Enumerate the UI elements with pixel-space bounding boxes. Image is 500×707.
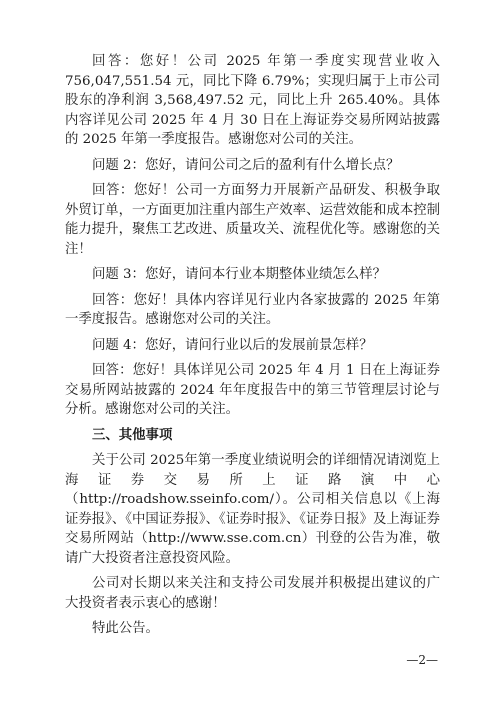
document-body bbox=[65, 52, 440, 639]
section-paragraph-closing: 特此公告。 bbox=[92, 621, 159, 637]
section-paragraph-notice: 关于公司 2025年第一季度业绩说明会的详细情况请浏览上海证券交易所上证路演中心（http://roadshow.sseinfo.com/）。公司相关信息以《上海证券报》、《中国证券报》、《证券时报》、《证券日报》及上海证券交易所网站（http://www.sse.com.cn）刊登的公告为准，敬请广大投资者注意投资风险。 bbox=[65, 453, 440, 567]
page-number: —2— bbox=[406, 653, 438, 667]
answer-4: 回答：您好！具体详见公司 2025 年 4 月 1 日在上海证券交易所网站披露的 2024 年年度报告中的第三节管理层讨论与分析。感谢您对公司的关注。 bbox=[65, 363, 440, 418]
section-paragraph-thanks: 公司对长期以来关注和支持公司发展并积极提出建议的广大投资者表示衷心的感谢！ bbox=[65, 576, 440, 612]
question-2: 问题 2：您好，请问公司之后的盈利有什么增长点？ bbox=[92, 157, 400, 173]
question-4: 问题 4：您好，请问行业以后的发展前景怎样？ bbox=[92, 337, 373, 353]
answer-1: 回答：您好！公司 2025 年第一季度实现营业收入 756,047,551.54 元，同比下降 6.79%；实现归属于上市公司股东的净利润 3,568,497.52 元，同比上升 265.40%。具体内容详见公司 2025 年 4 月 30 日在上海证券交易所网站披露的 2025 年第一季度报告。感谢您对公司的关注。 bbox=[65, 54, 440, 148]
answer-3: 回答：您好！具体内容详见行业内各家披露的 2025 年第一季度报告。感谢您对公司的关注。 bbox=[65, 292, 440, 328]
answer-2: 回答：您好！公司一方面努力开展新产品研发、积极争取外贸订单，一方面更加注重内部生产效率、运营效能和成本控制能力提升，聚焦工艺改进、质量攻关、流程优化等。感谢您的关注！ bbox=[65, 183, 440, 257]
question-3: 问题 3：您好，请问本行业本期整体业绩怎么样？ bbox=[92, 267, 386, 283]
section-heading: 三、其他事项 bbox=[92, 426, 173, 443]
